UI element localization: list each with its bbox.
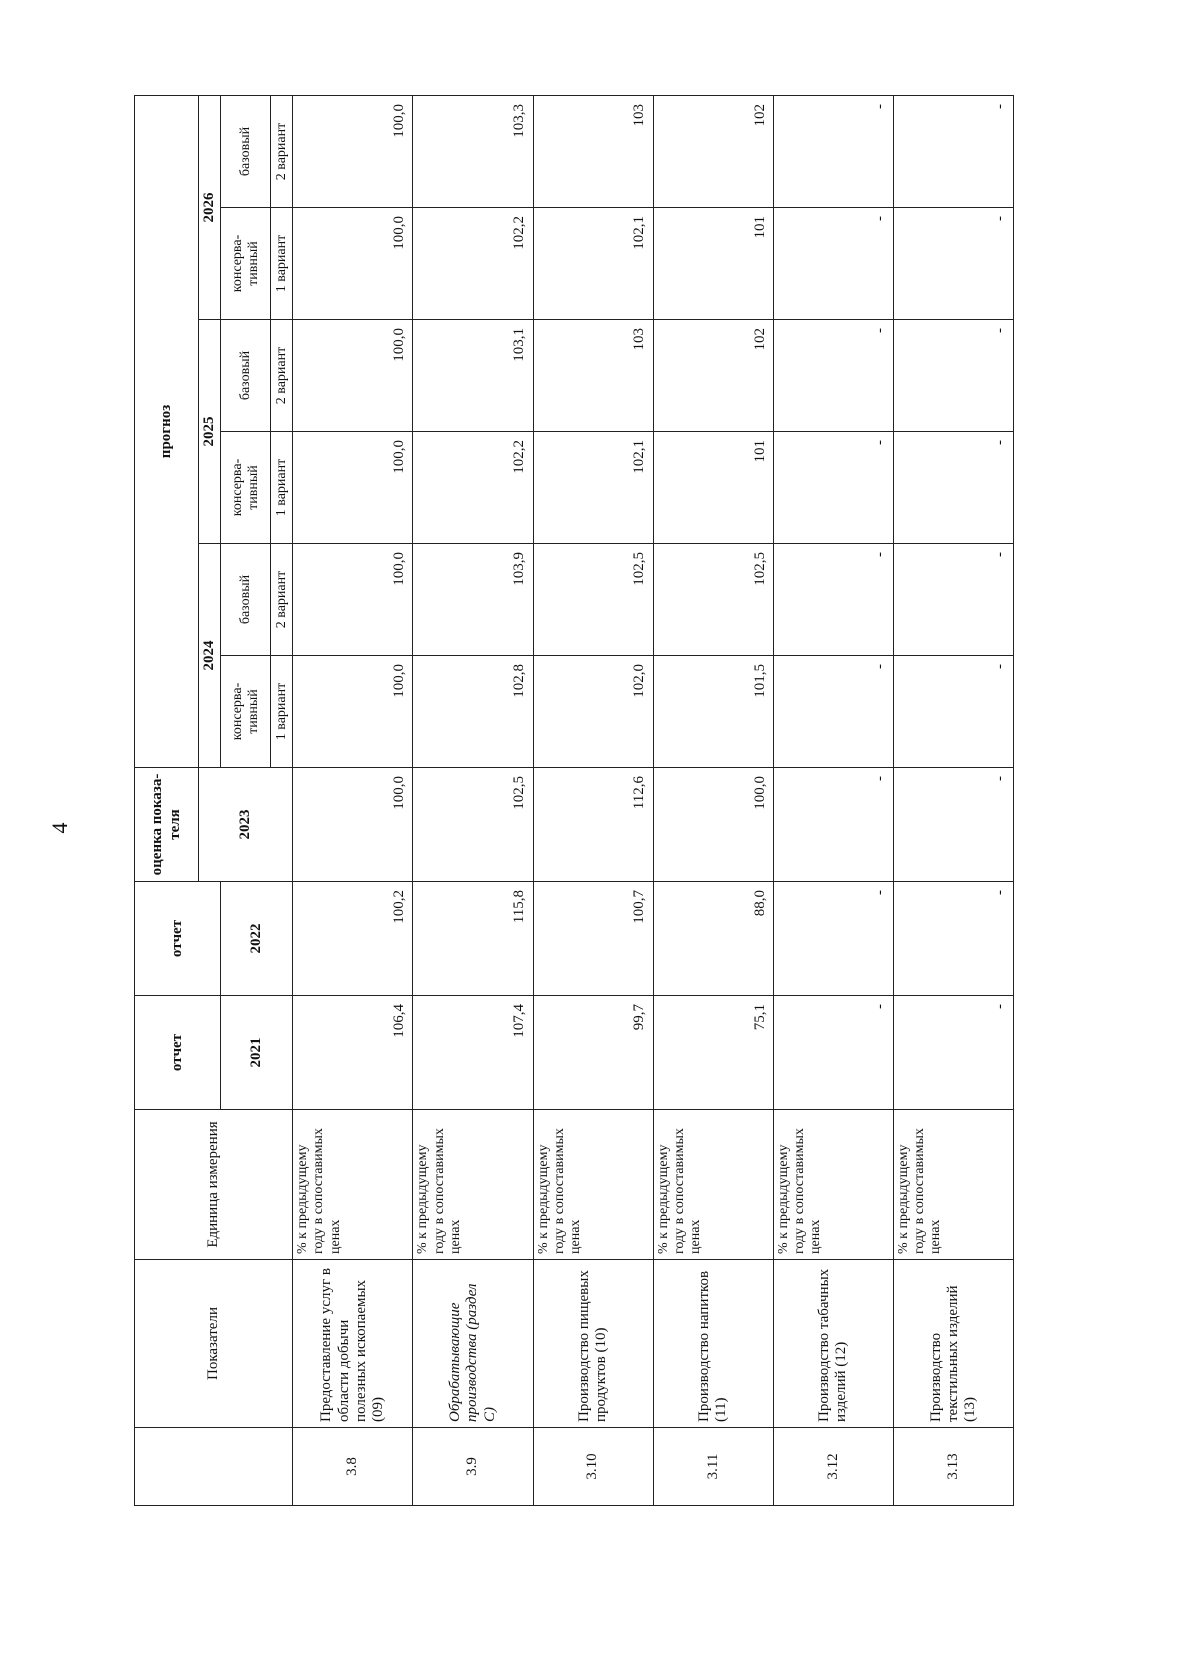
header-indicators: Показатели [135, 1260, 293, 1428]
header-variant2-2026: 2 вариант [271, 95, 293, 207]
row-value: 102,1 [533, 432, 653, 544]
row-value: 100,0 [293, 320, 413, 432]
row-value: 100,0 [293, 95, 413, 207]
header-conservative-2024: консерва-тивный [221, 656, 271, 768]
row-value: 103 [533, 320, 653, 432]
header-basic-2024: базовый [221, 544, 271, 656]
header-forecast: прогноз [135, 95, 199, 767]
row-value: - [893, 656, 1013, 768]
row-value: 102 [653, 95, 773, 207]
row-indicator: Производство текстильных изделий (13) [893, 1260, 1013, 1428]
row-value: 106,4 [293, 996, 413, 1110]
rotated-table-container [134, 96, 1014, 1506]
header-year-2021: 2021 [221, 996, 293, 1110]
row-value: - [893, 996, 1013, 1110]
row-indicator: Производство табачных изделий (12) [773, 1260, 893, 1428]
row-value: - [893, 882, 1013, 996]
row-value: - [773, 95, 893, 207]
row-number: 3.12 [773, 1428, 893, 1506]
row-number: 3.8 [293, 1428, 413, 1506]
row-value: 102,2 [413, 208, 533, 320]
row-value: - [773, 768, 893, 882]
row-value: - [893, 320, 1013, 432]
row-value: - [773, 432, 893, 544]
row-unit: % к предыдущему году в сопоставимых ценах [773, 1110, 893, 1260]
row-unit: % к предыдущему году в сопоставимых ценах [893, 1110, 1013, 1260]
header-variant1-2024: 1 вариант [271, 656, 293, 768]
table-row [893, 95, 1013, 1505]
row-unit: % к предыдущему году в сопоставимых ценах [413, 1110, 533, 1260]
row-value: 100,0 [293, 768, 413, 882]
row-unit: % к предыдущему году в сопоставимых ценах [653, 1110, 773, 1260]
row-value: 115,8 [413, 882, 533, 996]
row-value: 102,2 [413, 432, 533, 544]
row-value: 88,0 [653, 882, 773, 996]
forecast-table [134, 95, 1014, 1506]
row-value: 100,0 [293, 656, 413, 768]
row-number: 3.11 [653, 1428, 773, 1506]
row-value: 103,1 [413, 320, 533, 432]
row-value: 100,0 [293, 432, 413, 544]
header-unit: Единица измерения [135, 1110, 293, 1260]
header-basic-2025: базовый [221, 320, 271, 432]
row-value: 100,7 [533, 882, 653, 996]
row-value: - [893, 208, 1013, 320]
row-value: 102,5 [653, 544, 773, 656]
row-value: 101 [653, 208, 773, 320]
row-value: 102,5 [533, 544, 653, 656]
header-year-2026: 2026 [199, 95, 221, 319]
row-value: 101,5 [653, 656, 773, 768]
row-value: - [773, 544, 893, 656]
row-value: 103,3 [413, 95, 533, 207]
page-number: 4 [47, 822, 72, 834]
row-number: 3.10 [533, 1428, 653, 1506]
header-number-cell [135, 1428, 293, 1506]
row-value: 102,0 [533, 656, 653, 768]
header-report-2021: отчет [135, 996, 221, 1110]
row-value: - [773, 656, 893, 768]
header-estimate: оценка показа-теля [135, 768, 199, 882]
table-row [533, 95, 653, 1505]
header-conservative-2026: консерва-тивный [221, 208, 271, 320]
header-year-2024: 2024 [199, 544, 221, 768]
row-value: - [773, 320, 893, 432]
row-value: 102,5 [413, 768, 533, 882]
row-value: - [893, 768, 1013, 882]
row-value: - [773, 882, 893, 996]
header-variant2-2024: 2 вариант [271, 544, 293, 656]
header-basic-2026: базовый [221, 95, 271, 207]
table-row [653, 95, 773, 1505]
row-value: 100,2 [293, 882, 413, 996]
row-value: 112,6 [533, 768, 653, 882]
row-value: 100,0 [653, 768, 773, 882]
header-conservative-2025: консерва-тивный [221, 432, 271, 544]
row-value: - [893, 432, 1013, 544]
row-indicator: Предоставление услуг в области добычи полезных ископаемых (09) [293, 1260, 413, 1428]
row-value: 101 [653, 432, 773, 544]
row-value: 100,0 [293, 544, 413, 656]
row-unit: % к предыдущему году в сопоставимых ценах [293, 1110, 413, 1260]
table-body [293, 95, 1014, 1505]
row-value: 102,1 [533, 208, 653, 320]
row-indicator: Производство напитков (11) [653, 1260, 773, 1428]
row-value: 103 [533, 95, 653, 207]
row-value: 102 [653, 320, 773, 432]
header-report-2022: отчет [135, 882, 221, 996]
row-value: - [773, 208, 893, 320]
row-number: 3.9 [413, 1428, 533, 1506]
header-variant1-2026: 1 вариант [271, 208, 293, 320]
row-value: - [893, 544, 1013, 656]
row-indicator: Производство пищевых продуктов (10) [533, 1260, 653, 1428]
row-value: 75,1 [653, 996, 773, 1110]
row-value: 99,7 [533, 996, 653, 1110]
header-year-2022: 2022 [221, 882, 293, 996]
row-value: - [773, 996, 893, 1110]
table-row [413, 95, 533, 1505]
header-variant2-2025: 2 вариант [271, 320, 293, 432]
row-indicator: Обрабатывающие производства (раздел C) [413, 1260, 533, 1428]
row-value: 102,8 [413, 656, 533, 768]
row-value: - [893, 95, 1013, 207]
row-value: 107,4 [413, 996, 533, 1110]
row-unit: % к предыдущему году в сопоставимых ценах [533, 1110, 653, 1260]
table-row [293, 95, 413, 1505]
header-variant1-2025: 1 вариант [271, 432, 293, 544]
row-number: 3.13 [893, 1428, 1013, 1506]
header-year-2025: 2025 [199, 320, 221, 544]
table-row [773, 95, 893, 1505]
header-year-2023: 2023 [199, 768, 293, 882]
row-value: 103,9 [413, 544, 533, 656]
row-value: 100,0 [293, 208, 413, 320]
